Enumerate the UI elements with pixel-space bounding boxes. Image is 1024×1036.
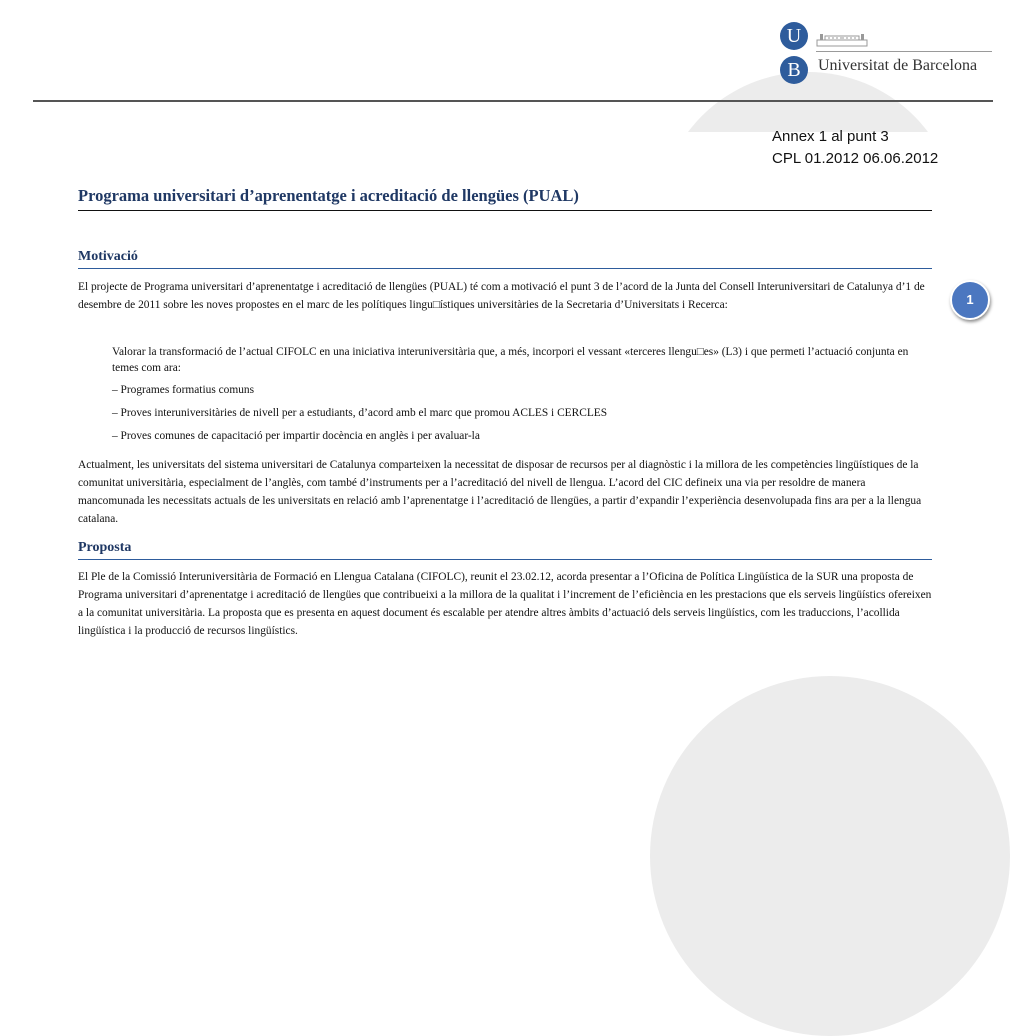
annex-line-1: Annex 1 al punt 3 [772,128,889,145]
page-number-badge[interactable]: 1 [950,280,990,320]
paragraph-motivacio-context: Actualment, les universitats del sistema universitari de Catalunya comparteixen la necessitat de disposar de recursos per al diagnòstic i la millora de les competències lingüístiques de la comunitat universitària, especialment de l’anglès, com també d’instruments per a l’acreditació del nivell de llengua. L’acord del CIC defineix una via per resoldre de manera mancomunada les necessitats actuals de les universitats en relació amb l’aprenentatge i l’acreditació de llengües, a partir d’expandir l’experiència desenvolupada fins ara per a la llengua catalana. [78,459,922,525]
list-item: – Proves comunes de capacitació per impartir docència en anglès i per avaluar-la [112,430,480,442]
paragraph-motivacio-intro: El projecte de Programa universitari d’aprenentatge i acreditació de llengües (PUAL) té com a motivació el punt 3 de l’acord de la Junta del Consell Interuniversitari de Catalunya d’1 de desembre de 2011 sobre les noves propostes en el marc de les polítiques lingu□ístiques universitàries de la Secretaria d’Universitats i Recerca: [78,281,925,311]
quote-text: Valorar la transformació de l’actual CIFOLC en una iniciativa interuniversitària que, a més, incorpori el vessant «terceres llengu□es» (L3) i que permeti l’actuació conjunta en temes com ara: [112,346,909,374]
logo-divider [816,51,992,52]
list-item: – Proves interuniversitàries de nivell per a estudiants, d’acord amb el marc que promou ACLES i CERCLES [112,407,608,419]
section-heading-motivacio: Motivació [78,249,932,269]
quoted-agreement [112,344,912,451]
paragraph-proposta: El Ple de la Comissió Interuniversitària de Formació en Llengua Catalana (CIFOLC), reunit el 23.02.12, acorda presentar a l’Oficina de Política Lingüística de la SUR una proposta de Programa universitari d’aprenentatge i acreditació de llengües que contribueixi a la millora de la qualitat i l’increment de l’eficiència en les prestacions que els serveis lingüístics ofereixen a la comunitat universitària. La proposta que es presenta en aquest document és escalable per atendre altres àmbits d’actuació dels serveis lingüístics, com les traduccions, l’acollida lingüística i la producció de recursos lingüístics. [78,571,932,637]
watermark-circle-top [658,72,958,372]
document-title: Programa universitari d’aprenentatge i acreditació de llengües (PUAL) [78,186,932,211]
building-icon [816,28,868,48]
logo-badge-u: U [780,22,808,50]
section-heading-proposta: Proposta [78,540,932,560]
logo-badge-b: B [780,56,808,84]
annex-line-2: CPL 01.2012 06.06.2012 [772,150,939,167]
university-logo [780,20,1000,90]
watermark-circle-bottom [650,676,1010,1036]
list-item: – Programes formatius comuns [112,384,255,396]
header-divider [33,100,993,102]
university-name: Universitat de Barcelona [818,57,978,74]
annex-reference [772,126,938,170]
